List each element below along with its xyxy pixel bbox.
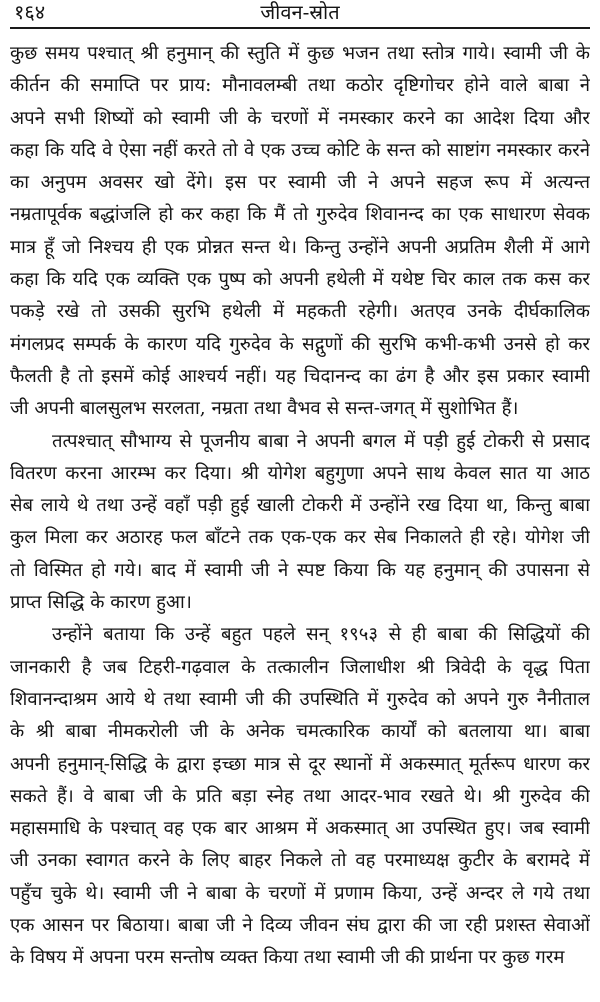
text-line: प्राप्त सिद्धि के कारण हुआ।	[10, 592, 192, 614]
text-line: कहा कि यदि वे ऐसा नहीं करते तो वे एक उच्च कोटि के सन्त को साष्टांग नमस्कार करने	[10, 139, 590, 161]
text-line: का अनुपम अवसर खो देंगे। इस पर स्वामी जी ने अपने सहज रूप में अत्यन्त	[10, 172, 590, 194]
text-line: सकते हैं। वे बाबा जी के प्रति बड़ा स्नेह तथा आदर-भाव रखते थे। श्री गुरुदेव की	[10, 785, 590, 807]
text-line: जी अपनी बालसुलभ सरलता, नम्रता तथा वैभव से सन्त-जगत् में सुशोभित हैं।	[10, 398, 519, 420]
running-title: जीवन-स्रोत	[260, 0, 340, 24]
text-line: के विषय में अपना परम सन्तोष व्यक्त किया तथा स्वामी जी की प्रार्थना पर कुछ गरम	[10, 947, 565, 969]
text-line: कुल मिला कर अठारह फल बाँटने तक एक-एक कर सेब निकालते ही रहे। योगेश जी	[10, 527, 590, 549]
text-line: पहुँच चुके थे। स्वामी जी ने बाबा के चरणों में प्रणाम किया, उन्हें अन्दर ले गये तथा	[10, 882, 590, 904]
text-line: जी उनका स्वागत करने के लिए बाहर निकले तो वह परमाध्यक्ष कुटीर के बरामदे में	[10, 850, 590, 872]
text-line: फैलती है तो इसमें कोई आश्चर्य नहीं। यह चिदानन्द का ढंग है और इस प्रकार स्वामी	[10, 365, 590, 387]
text-line: तो विस्मित हो गये। बाद में स्वामी जी ने स्पष्ट किया कि यह हनुमान् की उपासना से	[10, 559, 590, 581]
text-line: नम्रतापूर्वक बद्धांजलि हो कर कहा कि मैं तो गुरुदेव शिवानन्द का एक साधारण सेवक	[10, 204, 590, 226]
text-line: मंगलप्रद सम्पर्क के कारण यदि गुरुदेव के सद्गुणों की सुरभि कभी-कभी उनसे हो कर	[10, 333, 590, 355]
paragraph	[10, 619, 590, 974]
text-line: मात्र हूँ जो निश्चय ही एक प्रोन्नत सन्त थे। किन्तु उन्होंने अपनी अप्रतिम शैली में आगे	[10, 236, 590, 258]
page-number: १६४	[14, 0, 46, 24]
text-line: के श्री बाबा नीमकरोली जी के अनेक चमत्कारिक कार्यों को बतलाया था। बाबा	[10, 721, 590, 743]
text-line: कीर्तन की समाप्ति पर प्राय: मौनावलम्बी तथा कठोर दृष्टिगोचर होने वाले बाबा ने	[10, 75, 590, 97]
text-line: जानकारी है जब टिहरी-गढ़वाल के तत्कालीन जिलाधीश श्री त्रिवेदी के वृद्ध पिता	[10, 656, 590, 678]
paragraph	[10, 426, 590, 620]
text-line: अपनी हनुमान्-सिद्धि के द्वारा इच्छा मात्र से दूर स्थानों में अकस्मात् मूर्तरूप धारण कर	[10, 753, 590, 775]
page-header	[10, 0, 590, 24]
text-line: कुछ समय पश्चात् श्री हनुमान् की स्तुति में कुछ भजन तथा स्तोत्र गाये। स्वामी जी के	[10, 43, 590, 64]
text-line: शिवानन्दाश्रम आये थे तथा स्वामी जी की उपस्थिति में गुरुदेव को अपने गुरु नैनीताल	[10, 688, 590, 710]
text-line: महासमाधि के पश्चात् वह एक बार आश्रम में अकस्मात् आ उपस्थित हुए। जब स्वामी	[10, 818, 590, 840]
text-line: एक आसन पर बिठाया। बाबा जी ने दिव्य जीवन संघ द्वारा की जा रही प्रशस्त सेवाओं	[10, 915, 590, 937]
text-line: कहा कि यदि एक व्यक्ति एक पुष्प को अपनी हथेली में यथेष्ट चिर काल तक कस कर	[10, 269, 590, 291]
text-line: सेब लाये थे तथा उन्हें वहाँ पड़ी हुई खाली टोकरी में उन्होंने रख दिया था, किन्तु बाबा	[10, 495, 590, 517]
paragraph	[10, 38, 590, 426]
text-line: तत्पश्चात् सौभाग्य से पूजनीय बाबा ने अपनी बगल में पड़ी हुई टोकरी से प्रसाद	[52, 430, 590, 452]
page-body	[10, 29, 590, 975]
text-line: वितरण करना आरम्भ कर दिया। श्री योगेश बहुगुणा अपने साथ केवल सात या आठ	[10, 462, 590, 484]
text-line: अपने सभी शिष्यों को स्वामी जी के चरणों में नमस्कार करने का आदेश दिया और	[10, 107, 590, 129]
text-line: पकड़े रखे तो उसकी सुरभि हथेली में महकती रहेगी। अतएव उनके दीर्घकालिक	[10, 301, 590, 323]
text-line: उन्होंने बताया कि उन्हें बहुत पहले सन् १९५३ से ही बाबा की सिद्धियों की	[52, 624, 590, 646]
